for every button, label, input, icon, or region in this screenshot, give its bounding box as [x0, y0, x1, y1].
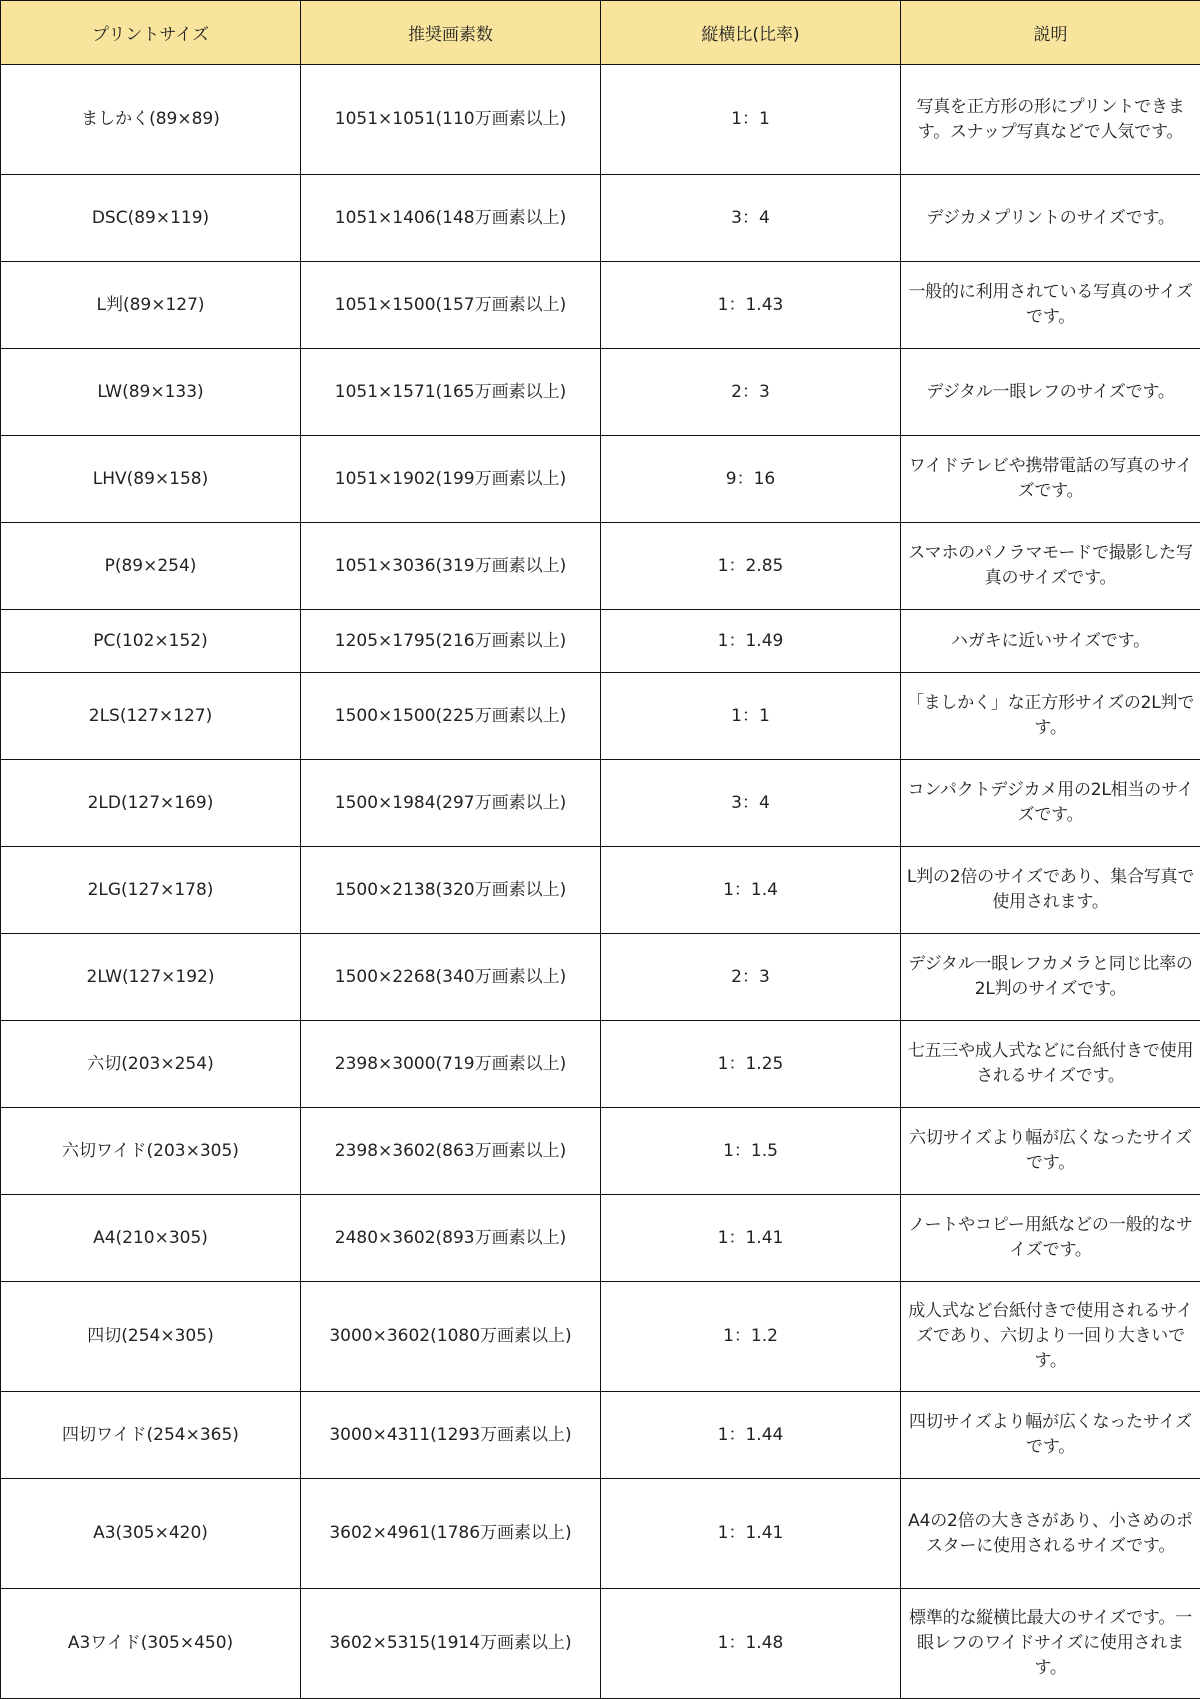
cell-recommended-pixels: 2398×3000(719万画素以上) — [301, 1021, 601, 1108]
table-row — [1, 610, 1200, 673]
table-row — [1, 1282, 1200, 1392]
cell-description: 七五三や成人式などに台紙付きで使用されるサイズです。 — [901, 1021, 1200, 1108]
cell-recommended-pixels: 3602×5315(1914万画素以上) — [301, 1589, 601, 1699]
cell-description: ワイドテレビや携帯電話の写真のサイズです。 — [901, 436, 1200, 523]
cell-print-size: 四切ワイド(254×365) — [1, 1392, 301, 1479]
cell-aspect-ratio: 1：1 — [601, 65, 901, 175]
cell-print-size: A3(305×420) — [1, 1479, 301, 1589]
column-header-aspect-ratio: 縦横比(比率) — [601, 1, 901, 65]
table-row — [1, 847, 1200, 934]
cell-recommended-pixels: 3000×3602(1080万画素以上) — [301, 1282, 601, 1392]
cell-recommended-pixels: 2480×3602(893万画素以上) — [301, 1195, 601, 1282]
table-row — [1, 1479, 1200, 1589]
cell-aspect-ratio: 3：4 — [601, 760, 901, 847]
cell-print-size: 2LD(127×169) — [1, 760, 301, 847]
cell-description: L判の2倍のサイズであり、集合写真で使用されます。 — [901, 847, 1200, 934]
cell-print-size: L判(89×127) — [1, 262, 301, 349]
cell-description: デジカメプリントのサイズです。 — [901, 175, 1200, 262]
cell-print-size: PC(102×152) — [1, 610, 301, 673]
table-row — [1, 175, 1200, 262]
cell-description: 一般的に利用されている写真のサイズです。 — [901, 262, 1200, 349]
cell-aspect-ratio: 1：1.49 — [601, 610, 901, 673]
cell-recommended-pixels: 1051×1051(110万画素以上) — [301, 65, 601, 175]
cell-aspect-ratio: 1：1.48 — [601, 1589, 901, 1699]
table-row — [1, 934, 1200, 1021]
cell-print-size: A3ワイド(305×450) — [1, 1589, 301, 1699]
cell-description: 成人式など台紙付きで使用されるサイズであり、六切より一回り大きいです。 — [901, 1282, 1200, 1392]
cell-print-size: ましかく(89×89) — [1, 65, 301, 175]
cell-description: 写真を正方形の形にプリントできます。スナップ写真などで人気です。 — [901, 65, 1200, 175]
table-row — [1, 1108, 1200, 1195]
table-row — [1, 1589, 1200, 1699]
cell-recommended-pixels: 2398×3602(863万画素以上) — [301, 1108, 601, 1195]
cell-recommended-pixels: 1051×1902(199万画素以上) — [301, 436, 601, 523]
cell-description: 標準的な縦横比最大のサイズです。一眼レフのワイドサイズに使用されます。 — [901, 1589, 1200, 1699]
cell-aspect-ratio: 1：1.41 — [601, 1479, 901, 1589]
table-row — [1, 262, 1200, 349]
cell-recommended-pixels: 1051×1500(157万画素以上) — [301, 262, 601, 349]
cell-print-size: P(89×254) — [1, 523, 301, 610]
cell-aspect-ratio: 2：3 — [601, 934, 901, 1021]
cell-recommended-pixels: 1500×1500(225万画素以上) — [301, 673, 601, 760]
cell-print-size: A4(210×305) — [1, 1195, 301, 1282]
cell-description: ノートやコピー用紙などの一般的なサイズです。 — [901, 1195, 1200, 1282]
cell-print-size: 2LG(127×178) — [1, 847, 301, 934]
cell-print-size: LHV(89×158) — [1, 436, 301, 523]
table-row — [1, 523, 1200, 610]
cell-aspect-ratio: 1：1.43 — [601, 262, 901, 349]
cell-description: ハガキに近いサイズです。 — [901, 610, 1200, 673]
table-row — [1, 673, 1200, 760]
cell-aspect-ratio: 1：2.85 — [601, 523, 901, 610]
cell-recommended-pixels: 1051×1406(148万画素以上) — [301, 175, 601, 262]
column-header-recommended-pixels: 推奨画素数 — [301, 1, 601, 65]
cell-description: 四切サイズより幅が広くなったサイズです。 — [901, 1392, 1200, 1479]
cell-print-size: 2LW(127×192) — [1, 934, 301, 1021]
cell-aspect-ratio: 1：1.44 — [601, 1392, 901, 1479]
cell-recommended-pixels: 1051×1571(165万画素以上) — [301, 349, 601, 436]
cell-print-size: 六切(203×254) — [1, 1021, 301, 1108]
cell-aspect-ratio: 9：16 — [601, 436, 901, 523]
column-header-description: 説明 — [901, 1, 1200, 65]
table-row — [1, 436, 1200, 523]
cell-print-size: 2LS(127×127) — [1, 673, 301, 760]
cell-aspect-ratio: 1：1.2 — [601, 1282, 901, 1392]
cell-print-size: LW(89×133) — [1, 349, 301, 436]
table-header-row — [1, 1, 1200, 65]
cell-description: コンパクトデジカメ用の2L相当のサイズです。 — [901, 760, 1200, 847]
cell-aspect-ratio: 2：3 — [601, 349, 901, 436]
table-row — [1, 349, 1200, 436]
cell-aspect-ratio: 3：4 — [601, 175, 901, 262]
cell-recommended-pixels: 1500×2138(320万画素以上) — [301, 847, 601, 934]
cell-recommended-pixels: 1500×1984(297万画素以上) — [301, 760, 601, 847]
table-row — [1, 1195, 1200, 1282]
column-header-print-size: プリントサイズ — [1, 1, 301, 65]
cell-print-size: 四切(254×305) — [1, 1282, 301, 1392]
cell-recommended-pixels: 1500×2268(340万画素以上) — [301, 934, 601, 1021]
table-row — [1, 65, 1200, 175]
cell-aspect-ratio: 1：1.4 — [601, 847, 901, 934]
cell-recommended-pixels: 3000×4311(1293万画素以上) — [301, 1392, 601, 1479]
cell-recommended-pixels: 1205×1795(216万画素以上) — [301, 610, 601, 673]
cell-aspect-ratio: 1：1.5 — [601, 1108, 901, 1195]
table-row — [1, 760, 1200, 847]
cell-description: スマホのパノラマモードで撮影した写真のサイズです。 — [901, 523, 1200, 610]
cell-aspect-ratio: 1：1 — [601, 673, 901, 760]
cell-description: 六切サイズより幅が広くなったサイズです。 — [901, 1108, 1200, 1195]
table-row — [1, 1021, 1200, 1108]
cell-description: デジタル一眼レフカメラと同じ比率の2L判のサイズです。 — [901, 934, 1200, 1021]
table-row — [1, 1392, 1200, 1479]
cell-aspect-ratio: 1：1.25 — [601, 1021, 901, 1108]
cell-recommended-pixels: 1051×3036(319万画素以上) — [301, 523, 601, 610]
cell-description: A4の2倍の大きさがあり、小さめのポスターに使用されるサイズです。 — [901, 1479, 1200, 1589]
cell-description: 「ましかく」な正方形サイズの2L判です。 — [901, 673, 1200, 760]
cell-aspect-ratio: 1：1.41 — [601, 1195, 901, 1282]
cell-print-size: DSC(89×119) — [1, 175, 301, 262]
cell-recommended-pixels: 3602×4961(1786万画素以上) — [301, 1479, 601, 1589]
cell-description: デジタル一眼レフのサイズです。 — [901, 349, 1200, 436]
cell-print-size: 六切ワイド(203×305) — [1, 1108, 301, 1195]
